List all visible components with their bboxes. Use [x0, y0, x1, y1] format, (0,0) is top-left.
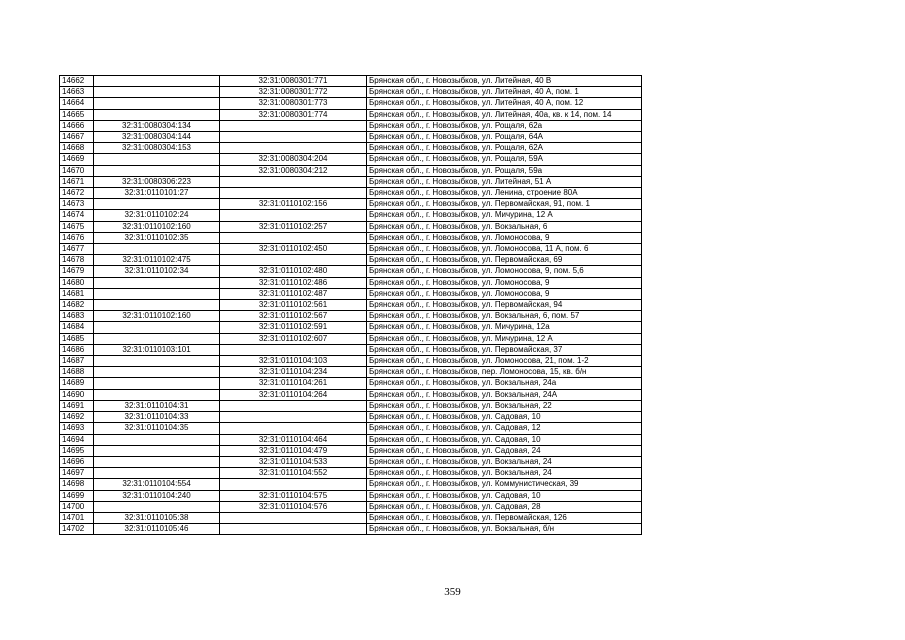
table-row — [60, 109, 642, 120]
new-cadastral-number-cell — [220, 524, 367, 535]
new-cadastral-number-cell: 32:31:0110102:486 — [220, 277, 367, 288]
table-row — [60, 221, 642, 232]
address-cell: Брянская обл., г. Новозыбков, ул. Литейная, 40 А, пом. 12 — [367, 98, 642, 109]
table-row — [60, 412, 642, 423]
row-number-cell: 14674 — [60, 210, 94, 221]
new-cadastral-number-cell — [220, 344, 367, 355]
table-row — [60, 132, 642, 143]
address-cell: Брянская обл., г. Новозыбков, ул. Мичурина, 12 А — [367, 333, 642, 344]
table-row — [60, 322, 642, 333]
row-number-cell: 14696 — [60, 456, 94, 467]
new-cadastral-number-cell — [220, 255, 367, 266]
row-number-cell: 14668 — [60, 143, 94, 154]
new-cadastral-number-cell: 32:31:0080301:771 — [220, 76, 367, 87]
old-cadastral-number-cell: 32:31:0110105:46 — [94, 524, 220, 535]
old-cadastral-number-cell — [94, 300, 220, 311]
old-cadastral-number-cell: 32:31:0110104:35 — [94, 423, 220, 434]
row-number-cell: 14686 — [60, 344, 94, 355]
old-cadastral-number-cell — [94, 244, 220, 255]
row-number-cell: 14665 — [60, 109, 94, 120]
table-row — [60, 76, 642, 87]
old-cadastral-number-cell: 32:31:0110104:240 — [94, 490, 220, 501]
old-cadastral-number-cell: 32:31:0110103:101 — [94, 344, 220, 355]
registry-table — [59, 75, 642, 535]
old-cadastral-number-cell — [94, 356, 220, 367]
address-cell: Брянская обл., г. Новозыбков, ул. Садовая, 28 — [367, 501, 642, 512]
old-cadastral-number-cell: 32:31:0110102:24 — [94, 210, 220, 221]
old-cadastral-number-cell — [94, 501, 220, 512]
old-cadastral-number-cell — [94, 165, 220, 176]
table-row — [60, 300, 642, 311]
address-cell: Брянская обл., г. Новозыбков, ул. Рощаля, 62а — [367, 120, 642, 131]
old-cadastral-number-cell — [94, 98, 220, 109]
row-number-cell: 14700 — [60, 501, 94, 512]
new-cadastral-number-cell: 32:31:0080301:774 — [220, 109, 367, 120]
address-cell: Брянская обл., г. Новозыбков, ул. Первомайская, 126 — [367, 512, 642, 523]
table-row — [60, 501, 642, 512]
table-row — [60, 456, 642, 467]
address-cell: Брянская обл., г. Новозыбков, ул. Литейная, 51 А — [367, 176, 642, 187]
row-number-cell: 14667 — [60, 132, 94, 143]
old-cadastral-number-cell: 32:31:0080304:144 — [94, 132, 220, 143]
new-cadastral-number-cell: 32:31:0110104:103 — [220, 356, 367, 367]
address-cell: Брянская обл., г. Новозыбков, ул. Ломоносова, 9 — [367, 288, 642, 299]
address-cell: Брянская обл., г. Новозыбков, ул. Ленина, строение 80А — [367, 188, 642, 199]
address-cell: Брянская обл., г. Новозыбков, ул. Литейная, 40 А, пом. 1 — [367, 87, 642, 98]
address-cell: Брянская обл., г. Новозыбков, ул. Вокзальная, 6 — [367, 221, 642, 232]
row-number-cell: 14685 — [60, 333, 94, 344]
new-cadastral-number-cell: 32:31:0110102:607 — [220, 333, 367, 344]
new-cadastral-number-cell: 32:31:0110104:464 — [220, 434, 367, 445]
row-number-cell: 14664 — [60, 98, 94, 109]
row-number-cell: 14663 — [60, 87, 94, 98]
table-row — [60, 165, 642, 176]
address-cell: Брянская обл., г. Новозыбков, ул. Садовая, 12 — [367, 423, 642, 434]
old-cadastral-number-cell — [94, 378, 220, 389]
table-row — [60, 389, 642, 400]
new-cadastral-number-cell: 32:31:0110102:450 — [220, 244, 367, 255]
row-number-cell: 14670 — [60, 165, 94, 176]
address-cell: Брянская обл., г. Новозыбков, ул. Ломоносова, 9, пом. 5,6 — [367, 266, 642, 277]
row-number-cell: 14690 — [60, 389, 94, 400]
address-cell: Брянская обл., г. Новозыбков, ул. Литейная, 40а, кв. к 14, пом. 14 — [367, 109, 642, 120]
table-row — [60, 143, 642, 154]
address-cell: Брянская обл., г. Новозыбков, ул. Вокзальная, 24 — [367, 468, 642, 479]
new-cadastral-number-cell: 32:31:0110102:257 — [220, 221, 367, 232]
new-cadastral-number-cell: 32:31:0110102:561 — [220, 300, 367, 311]
new-cadastral-number-cell: 32:31:0110104:479 — [220, 445, 367, 456]
row-number-cell: 14682 — [60, 300, 94, 311]
old-cadastral-number-cell — [94, 434, 220, 445]
row-number-cell: 14691 — [60, 400, 94, 411]
table-row — [60, 188, 642, 199]
new-cadastral-number-cell: 32:31:0110102:480 — [220, 266, 367, 277]
row-number-cell: 14697 — [60, 468, 94, 479]
table-row — [60, 210, 642, 221]
new-cadastral-number-cell: 32:31:0110102:487 — [220, 288, 367, 299]
new-cadastral-number-cell — [220, 210, 367, 221]
row-number-cell: 14673 — [60, 199, 94, 210]
address-cell: Брянская обл., г. Новозыбков, ул. Первомайская, 91, пом. 1 — [367, 199, 642, 210]
row-number-cell: 14699 — [60, 490, 94, 501]
address-cell: Брянская обл., г. Новозыбков, ул. Вокзальная, б/н — [367, 524, 642, 535]
table-row — [60, 255, 642, 266]
new-cadastral-number-cell — [220, 120, 367, 131]
address-cell: Брянская обл., г. Новозыбков, ул. Рощаля, 59А — [367, 154, 642, 165]
old-cadastral-number-cell: 32:31:0080304:153 — [94, 143, 220, 154]
old-cadastral-number-cell: 32:31:0110102:475 — [94, 255, 220, 266]
new-cadastral-number-cell — [220, 176, 367, 187]
old-cadastral-number-cell: 32:31:0110102:34 — [94, 266, 220, 277]
new-cadastral-number-cell: 32:31:0110104:264 — [220, 389, 367, 400]
row-number-cell: 14677 — [60, 244, 94, 255]
address-cell: Брянская обл., г. Новозыбков, ул. Рощаля, 59а — [367, 165, 642, 176]
new-cadastral-number-cell: 32:31:0080304:204 — [220, 154, 367, 165]
row-number-cell: 14678 — [60, 255, 94, 266]
old-cadastral-number-cell — [94, 468, 220, 479]
address-cell: Брянская обл., г. Новозыбков, ул. Вокзальная, 24 — [367, 456, 642, 467]
old-cadastral-number-cell — [94, 109, 220, 120]
old-cadastral-number-cell — [94, 277, 220, 288]
address-cell: Брянская обл., г. Новозыбков, ул. Садовая, 10 — [367, 434, 642, 445]
row-number-cell: 14698 — [60, 479, 94, 490]
new-cadastral-number-cell — [220, 188, 367, 199]
new-cadastral-number-cell — [220, 479, 367, 490]
old-cadastral-number-cell — [94, 154, 220, 165]
address-cell: Брянская обл., г. Новозыбков, ул. Первомайская, 37 — [367, 344, 642, 355]
row-number-cell: 14694 — [60, 434, 94, 445]
old-cadastral-number-cell — [94, 367, 220, 378]
row-number-cell: 14688 — [60, 367, 94, 378]
new-cadastral-number-cell: 32:31:0110102:156 — [220, 199, 367, 210]
new-cadastral-number-cell — [220, 512, 367, 523]
table-row — [60, 490, 642, 501]
old-cadastral-number-cell — [94, 445, 220, 456]
new-cadastral-number-cell: 32:31:0110104:552 — [220, 468, 367, 479]
table-row — [60, 356, 642, 367]
address-cell: Брянская обл., г. Новозыбков, ул. Мичурина, 12а — [367, 322, 642, 333]
row-number-cell: 14666 — [60, 120, 94, 131]
table-row — [60, 288, 642, 299]
table-row — [60, 232, 642, 243]
old-cadastral-number-cell: 32:31:0110102:35 — [94, 232, 220, 243]
new-cadastral-number-cell: 32:31:0110104:261 — [220, 378, 367, 389]
address-cell: Брянская обл., г. Новозыбков, ул. Коммунистическая, 39 — [367, 479, 642, 490]
address-cell: Брянская обл., г. Новозыбков, ул. Рощаля, 62А — [367, 143, 642, 154]
table-row — [60, 512, 642, 523]
new-cadastral-number-cell — [220, 232, 367, 243]
table-row — [60, 367, 642, 378]
old-cadastral-number-cell — [94, 199, 220, 210]
new-cadastral-number-cell: 32:31:0110104:533 — [220, 456, 367, 467]
address-cell: Брянская обл., г. Новозыбков, ул. Садовая, 10 — [367, 490, 642, 501]
table-row — [60, 266, 642, 277]
new-cadastral-number-cell — [220, 400, 367, 411]
address-cell: Брянская обл., г. Новозыбков, ул. Ломоносова, 21, пом. 1-2 — [367, 356, 642, 367]
registry-table-body — [60, 76, 642, 535]
table-row — [60, 479, 642, 490]
table-row — [60, 154, 642, 165]
table-row — [60, 120, 642, 131]
address-cell: Брянская обл., г. Новозыбков, ул. Вокзальная, 24а — [367, 378, 642, 389]
new-cadastral-number-cell: 32:31:0110102:591 — [220, 322, 367, 333]
row-number-cell: 14675 — [60, 221, 94, 232]
row-number-cell: 14671 — [60, 176, 94, 187]
address-cell: Брянская обл., г. Новозыбков, ул. Литейная, 40 В — [367, 76, 642, 87]
row-number-cell: 14687 — [60, 356, 94, 367]
row-number-cell: 14692 — [60, 412, 94, 423]
old-cadastral-number-cell: 32:31:0110102:160 — [94, 311, 220, 322]
new-cadastral-number-cell: 32:31:0110104:576 — [220, 501, 367, 512]
table-row — [60, 176, 642, 187]
new-cadastral-number-cell: 32:31:0110104:575 — [220, 490, 367, 501]
new-cadastral-number-cell: 32:31:0080301:773 — [220, 98, 367, 109]
row-number-cell: 14695 — [60, 445, 94, 456]
old-cadastral-number-cell: 32:31:0110104:554 — [94, 479, 220, 490]
table-row — [60, 468, 642, 479]
new-cadastral-number-cell — [220, 423, 367, 434]
old-cadastral-number-cell: 32:31:0080306:223 — [94, 176, 220, 187]
old-cadastral-number-cell: 32:31:0110104:33 — [94, 412, 220, 423]
row-number-cell: 14662 — [60, 76, 94, 87]
old-cadastral-number-cell — [94, 456, 220, 467]
address-cell: Брянская обл., г. Новозыбков, ул. Вокзальная, 22 — [367, 400, 642, 411]
old-cadastral-number-cell — [94, 87, 220, 98]
table-row — [60, 344, 642, 355]
row-number-cell: 14679 — [60, 266, 94, 277]
address-cell: Брянская обл., г. Новозыбков, ул. Рощаля, 64А — [367, 132, 642, 143]
address-cell: Брянская обл., г. Новозыбков, ул. Ломоносова, 9 — [367, 277, 642, 288]
address-cell: Брянская обл., г. Новозыбков, ул. Ломоносова, 9 — [367, 232, 642, 243]
old-cadastral-number-cell: 32:31:0110104:31 — [94, 400, 220, 411]
row-number-cell: 14681 — [60, 288, 94, 299]
row-number-cell: 14672 — [60, 188, 94, 199]
table-row — [60, 199, 642, 210]
row-number-cell: 14702 — [60, 524, 94, 535]
table-row — [60, 244, 642, 255]
row-number-cell: 14680 — [60, 277, 94, 288]
old-cadastral-number-cell — [94, 322, 220, 333]
new-cadastral-number-cell: 32:31:0080304:212 — [220, 165, 367, 176]
address-cell: Брянская обл., г. Новозыбков, ул. Мичурина, 12 А — [367, 210, 642, 221]
address-cell: Брянская обл., г. Новозыбков, ул. Ломоносова, 11 А, пом. 6 — [367, 244, 642, 255]
page-number: 359 — [444, 586, 461, 598]
table-row — [60, 434, 642, 445]
old-cadastral-number-cell: 32:31:0080304:134 — [94, 120, 220, 131]
row-number-cell: 14683 — [60, 311, 94, 322]
table-row — [60, 311, 642, 322]
address-cell: Брянская обл., г. Новозыбков, ул. Садовая, 10 — [367, 412, 642, 423]
old-cadastral-number-cell — [94, 288, 220, 299]
row-number-cell: 14676 — [60, 232, 94, 243]
address-cell: Брянская обл., г. Новозыбков, пер. Ломоносова, 15, кв. б/н — [367, 367, 642, 378]
address-cell: Брянская обл., г. Новозыбков, ул. Вокзальная, 6, пом. 57 — [367, 311, 642, 322]
row-number-cell: 14684 — [60, 322, 94, 333]
old-cadastral-number-cell — [94, 76, 220, 87]
row-number-cell: 14693 — [60, 423, 94, 434]
new-cadastral-number-cell — [220, 143, 367, 154]
table-row — [60, 524, 642, 535]
address-cell: Брянская обл., г. Новозыбков, ул. Вокзальная, 24А — [367, 389, 642, 400]
address-cell: Брянская обл., г. Новозыбков, ул. Первомайская, 94 — [367, 300, 642, 311]
old-cadastral-number-cell: 32:31:0110102:160 — [94, 221, 220, 232]
table-row — [60, 400, 642, 411]
row-number-cell: 14669 — [60, 154, 94, 165]
new-cadastral-number-cell — [220, 412, 367, 423]
table-row — [60, 378, 642, 389]
address-cell: Брянская обл., г. Новозыбков, ул. Первомайская, 69 — [367, 255, 642, 266]
row-number-cell: 14689 — [60, 378, 94, 389]
table-row — [60, 333, 642, 344]
old-cadastral-number-cell: 32:31:0110101:27 — [94, 188, 220, 199]
table-row — [60, 87, 642, 98]
new-cadastral-number-cell — [220, 132, 367, 143]
address-cell: Брянская обл., г. Новозыбков, ул. Садовая, 24 — [367, 445, 642, 456]
new-cadastral-number-cell: 32:31:0110104:234 — [220, 367, 367, 378]
new-cadastral-number-cell: 32:31:0110102:567 — [220, 311, 367, 322]
table-row — [60, 423, 642, 434]
old-cadastral-number-cell — [94, 389, 220, 400]
row-number-cell: 14701 — [60, 512, 94, 523]
old-cadastral-number-cell: 32:31:0110105:38 — [94, 512, 220, 523]
table-row — [60, 277, 642, 288]
table-row — [60, 445, 642, 456]
table-row — [60, 98, 642, 109]
new-cadastral-number-cell: 32:31:0080301:772 — [220, 87, 367, 98]
old-cadastral-number-cell — [94, 333, 220, 344]
